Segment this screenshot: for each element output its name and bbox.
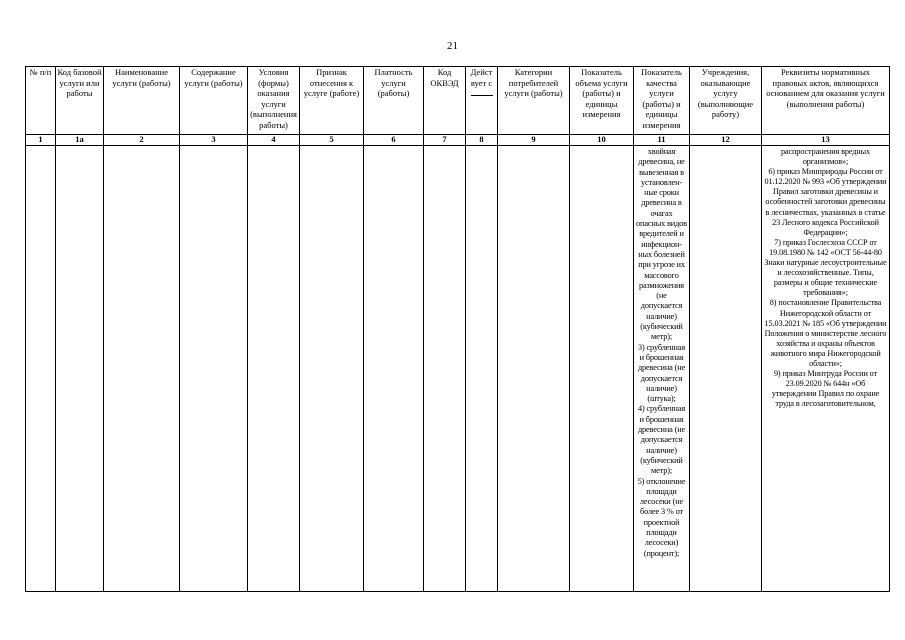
column-number-row: [26, 135, 890, 146]
services-registry-table: [25, 66, 890, 592]
cell-okved: [424, 146, 466, 592]
header-conditions: Условия (формы) оказания услуги (выполнения работы): [248, 67, 300, 135]
column-number: 9: [498, 135, 570, 146]
cell-quality-indicator: [634, 146, 690, 592]
header-payment: Платность услуги (работы): [364, 67, 424, 135]
page-number: 21: [447, 40, 458, 52]
cell-conditions: [248, 146, 300, 592]
cell-service-content: [180, 146, 248, 592]
header-legal-acts: Реквизиты нормативных правовых актов, являющихся основанием для оказания услуги (выполнения работы): [762, 67, 890, 135]
cell-valid-from: [466, 146, 498, 592]
legal-act-text: 7) приказ Гослесхоза СССР от 19.08.1980 № 142 «ОСТ 56-44-80 Знаки натурные лесоустроительные и лесохозяйственные. Типы, размеры и общие технические требования»;: [764, 237, 887, 298]
header-row: [26, 67, 890, 135]
column-number: 3: [180, 135, 248, 146]
header-consumers: Категории потребителей услуги (работы): [498, 67, 570, 135]
cell-attribute: [300, 146, 364, 592]
column-number: 1а: [56, 135, 104, 146]
header-service-content: Содержание услуги (работы): [180, 67, 248, 135]
legal-act-text: 9) приказ Минтруда России от 23.09.2020 № 644н «Об утверждении Правил по охране труда в лесозаготовительном,: [771, 369, 880, 409]
column-number: 4: [248, 135, 300, 146]
cell-institutions: [690, 146, 762, 592]
cell-payment: [364, 146, 424, 592]
header-base-code: Код базовой услуги или работы: [56, 67, 104, 135]
valid-from-blank-line: [471, 88, 493, 96]
cell-base-code: [56, 146, 104, 592]
quality-indicator-text: 4) срубленная и брошенная древесина (не допускается наличие) (кубический метр);: [637, 404, 686, 476]
header-attribute: Признак отнесения к услуге (работе): [300, 67, 364, 135]
cell-service-name: [104, 146, 180, 592]
column-number: 10: [570, 135, 634, 146]
column-number: 2: [104, 135, 180, 146]
header-valid-from-label: Дейст вует с: [470, 67, 493, 88]
column-number: 13: [762, 135, 890, 146]
column-number: 7: [424, 135, 466, 146]
quality-indicator-text: хвойная древесина, не вывезенная в установлен-ные сроки древесина в очагах опасных видов вредителей и инфекцион-ных болезней при угрозе их массового размножения (не допускается наличие) (кубический метр);: [636, 147, 687, 342]
header-service-name: Наименование услуги (работы): [104, 67, 180, 135]
quality-indicator-text: 3) срубленная и брошенная древесина (не допускается наличие) (штука);: [637, 342, 686, 404]
column-number: 11: [634, 135, 690, 146]
cell-legal-acts: [762, 146, 890, 592]
column-number: 1: [26, 135, 56, 146]
legal-act-text: 8) постановление Правительства Нижегородской области от 15.03.2021 № 185 «Об утверждении Положения о министерстве лесного хозяйства и охраны объектов животного мира Нижегородской области»;: [764, 298, 887, 368]
cell-volume-indicator: [570, 146, 634, 592]
header-number: № п/п: [26, 67, 56, 135]
header-volume-indicator: Показатель объема услуги (работы) и единицы измерения: [570, 67, 634, 135]
header-valid-from: [466, 67, 498, 135]
header-institutions: Учреждения, оказывающие услугу (выполняющие работу): [690, 67, 762, 135]
header-quality-indicator: Показатель качества услуги (работы) и единицы измерения: [634, 67, 690, 135]
header-okved: Код ОКВЭД: [424, 67, 466, 135]
column-number: 8: [466, 135, 498, 146]
column-number: 5: [300, 135, 364, 146]
column-number: 6: [364, 135, 424, 146]
legal-act-text: 6) приказ Минприроды России от 01.12.2020 № 993 «Об утверждении Правил заготовки древесины и особенностей заготовки древесины в лесничествах, указанных в статье 23 Лесного кодекса Российской Федерации»;: [764, 167, 887, 237]
legal-act-text: распространения вредных организмов»;: [780, 147, 871, 167]
cell-consumers: [498, 146, 570, 592]
quality-indicator-text: 5) отклонение площади лесосеки (не более 3 % от проектной площади лесосеки) (процент);: [637, 476, 686, 558]
column-number: 12: [690, 135, 762, 146]
cell-number: [26, 146, 56, 592]
table-row: [26, 146, 890, 592]
